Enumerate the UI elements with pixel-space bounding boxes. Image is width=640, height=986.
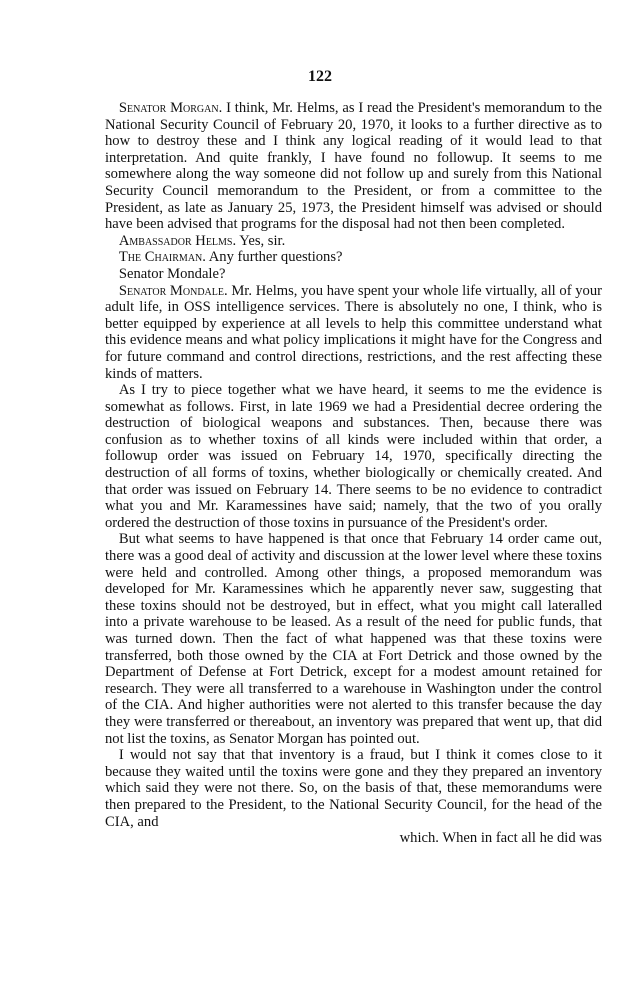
- paragraph-chairman-question: [105, 249, 602, 266]
- paragraph-cut-off-line: [105, 830, 602, 846]
- speaker-label: Senator Morgan.: [118, 100, 223, 116]
- paragraph-mondale-statement: [105, 283, 602, 383]
- paragraph-recognition: [105, 266, 602, 283]
- paragraph-text: I would not say that that inventory is a fraud, but I think it comes close to it because they waited until the toxins were gone and they they prepared an inventory which said they were not there. So, on the basis of that, these memorandums were then prepared to the President, to the National Security Council, for the head of the CIA, and: [105, 747, 602, 830]
- paragraph-text: which. When in fact all he did was: [399, 830, 602, 847]
- paragraph-toxin-transfer: [105, 531, 602, 747]
- speaker-label: Ambassador Helms.: [118, 232, 237, 249]
- paragraph-text: Yes, sir.: [236, 232, 286, 249]
- speaker-label: Senator Mondale.: [118, 282, 228, 299]
- paragraph-evidence-summary: [105, 382, 602, 531]
- paragraph-morgan-statement: [105, 100, 602, 233]
- paragraph-text: As I try to piece together what we have heard, it seems to me the evidence is somewhat as follows. First, in late 1969 we had a Presidential decree ordering the destruction of biological weapons and substances. Then, because there was confusion as to whether toxins of all kinds were included within that order, a followup order was issued on February 14, 1970, specifically directing the destruction of all forms of toxins, whether biologically or chemically created. And that order was issued on February 14. There seems to be no evidence to contradict what you and Mr. Karamessines have said; namely, that the two of you orally ordered the destruction of those toxins in pursuance of the President's order.: [105, 382, 602, 531]
- paragraph-text: I think, Mr. Helms, as I read the President's memorandum to the National Security Council of February 20, 1970, it looks to a further directive as to how to destroy these and I think any logical reading of it would lead to that interpretation. And quite frankly, I have found no followup. It seems to me somewhere along the way someone did not follow up and surely from this National Security Council memorandum to the President, or from a committee to the President, as late as January 25, 1973, the President himself was advised or should have been advised that programs for the disposal had not then been completed.: [105, 100, 602, 233]
- hearing-transcript: [105, 100, 602, 846]
- paragraph-text: Senator Mondale?: [118, 265, 226, 282]
- paragraph-text: Any further questions?: [205, 249, 343, 266]
- paragraph-text: Mr. Helms, you have spent your whole life virtually, all of your adult life, in OSS intelligence services. There is absolutely no one, I think, who is better equipped by experience at all levels to help this committee understand what this evidence means and what policy implications it might have for the Congress and for future command and control directions, restrictions, and the rest affecting these kinds of matters.: [105, 282, 602, 382]
- paragraph-helms-reply: [105, 233, 602, 250]
- paragraph-inventory: [105, 747, 602, 830]
- page-number: 122: [308, 68, 332, 85]
- speaker-label: The Chairman.: [118, 249, 206, 266]
- paragraph-text: But what seems to have happened is that once that February 14 order came out, there was a good deal of activity and discussion at the lower level where these toxins were held and controlled. Among other things, a proposed memorandum was developed for Mr. Karamessines which he apparently never saw, suggesting that these toxins should not be destroyed, but in effect, what you might call lateralled into a private warehouse to be leased. As a result of the need for public funds, that was turned down. Then the fact of what happened was that these toxins were transferred, both those owned by the CIA at Fort Detrick and those owned by the Department of Defense at Fort Detrick, except for a modest amount retained for research. They were all transferred to a warehouse in Washington under the control of the CIA. And higher authorities were not alerted to this transfer because the day they were transferred or thereabout, an inventory was prepared that went up, that did not list the toxins, as Senator Morgan has pointed out.: [105, 531, 602, 747]
